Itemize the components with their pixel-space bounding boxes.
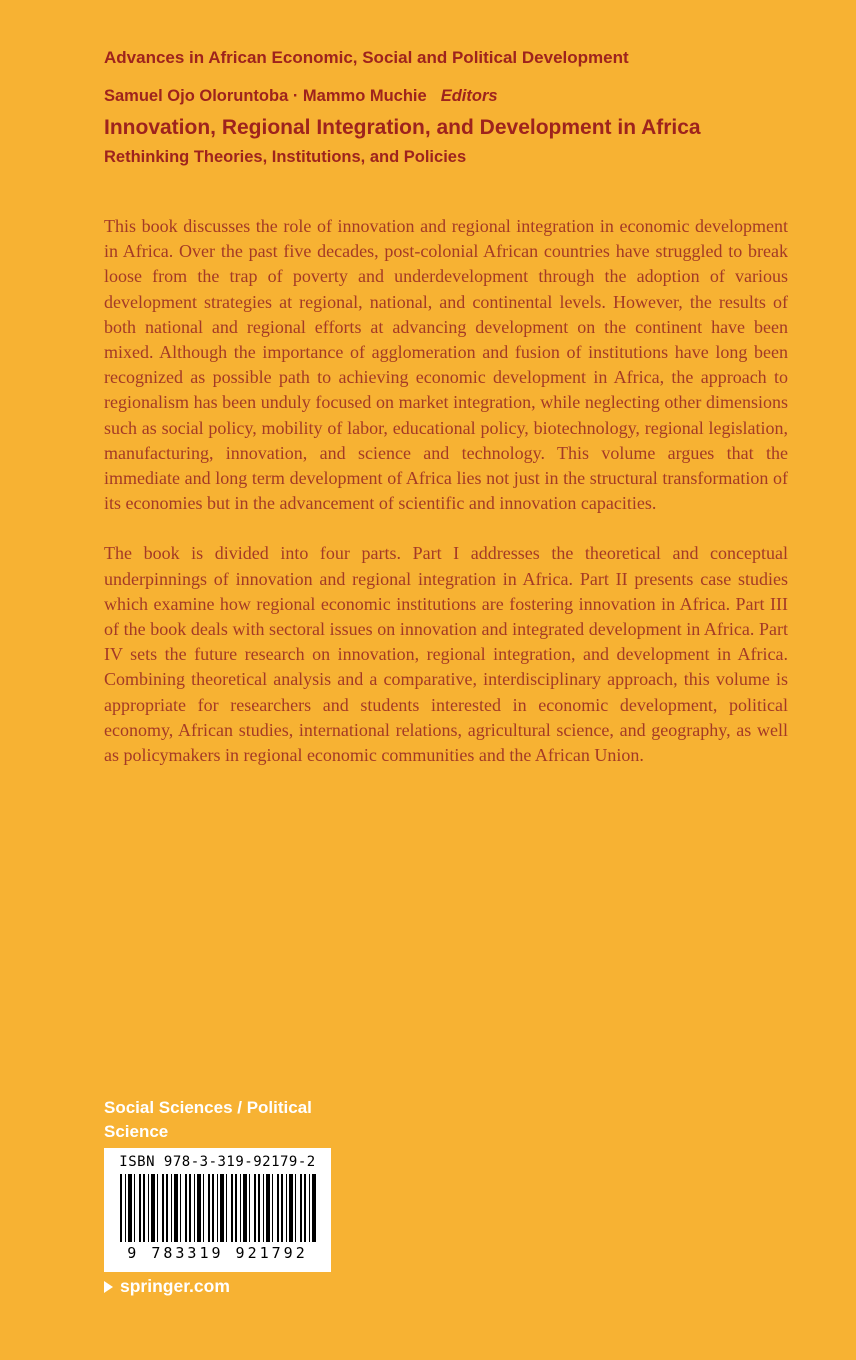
publisher-line — [104, 1276, 230, 1297]
subject-category-line2: Science — [104, 1122, 169, 1141]
isbn-label: ISBN 978-3-319-92179-2 — [119, 1154, 316, 1170]
series-title: Advances in African Economic, Social and Political Development — [104, 48, 629, 67]
subject-category-line1: Social Sciences / Political — [104, 1098, 312, 1117]
subject-category — [104, 1096, 504, 1144]
editors-names: Samuel Ojo Oloruntoba · Mammo Muchie — [104, 87, 427, 105]
editors-label: Editors — [440, 87, 498, 105]
isbn-barcode-box — [104, 1148, 331, 1272]
editors-line — [104, 87, 786, 106]
arrow-right-icon — [104, 1281, 113, 1293]
publisher-url: springer.com — [120, 1276, 230, 1296]
book-subtitle: Rethinking Theories, Institutions, and Policies — [104, 148, 467, 166]
barcode-digits: 9 783319 921792 — [127, 1244, 308, 1262]
description-paragraph-2: The book is divided into four parts. Part I addresses the theoretical and conceptual underpinnings of innovation and regional integration in Africa. Part II presents case studies which examine how regional economic institutions are fostering innovation in Africa. Part III of the book deals with sectoral issues on innovation and integrated development in Africa. Part IV sets the future research on innovation, regional integration, and development in Africa. Combining theoretical analysis and a comparative, interdisciplinary approach, this volume is appropriate for researchers and students interested in economic development, political economy, African studies, international relations, agricultural science, and geography, as well as policymakers in regional economic communities and the African Union. — [104, 543, 788, 766]
book-title: Innovation, Regional Integration, and Development in Africa — [104, 116, 701, 139]
description-paragraph-1: This book discusses the role of innovation and regional integration in economic development in Africa. Over the past five decades, post-colonial African countries have struggled to break loose from the trap of poverty and underdevelopment through the adoption of various development strategies at regional, national, and continental levels. However, the results of both national and regional efforts at advancing development on the continent have been mixed. Although the importance of agglomeration and fusion of institutions have long been recognized as possible path to achieving economic development in Africa, the approach to regionalism has been unduly focused on market integration, while neglecting other dimensions such as social policy, mobility of labor, educational policy, biotechnology, regional legislation, manufacturing, innovation, and science and technology. This volume argues that the immediate and long term development of Africa lies not just in the structural transformation of its economies but in the advancement of scientific and innovation capacities. — [104, 216, 788, 514]
barcode-icon — [120, 1174, 316, 1242]
book-description — [104, 214, 788, 793]
